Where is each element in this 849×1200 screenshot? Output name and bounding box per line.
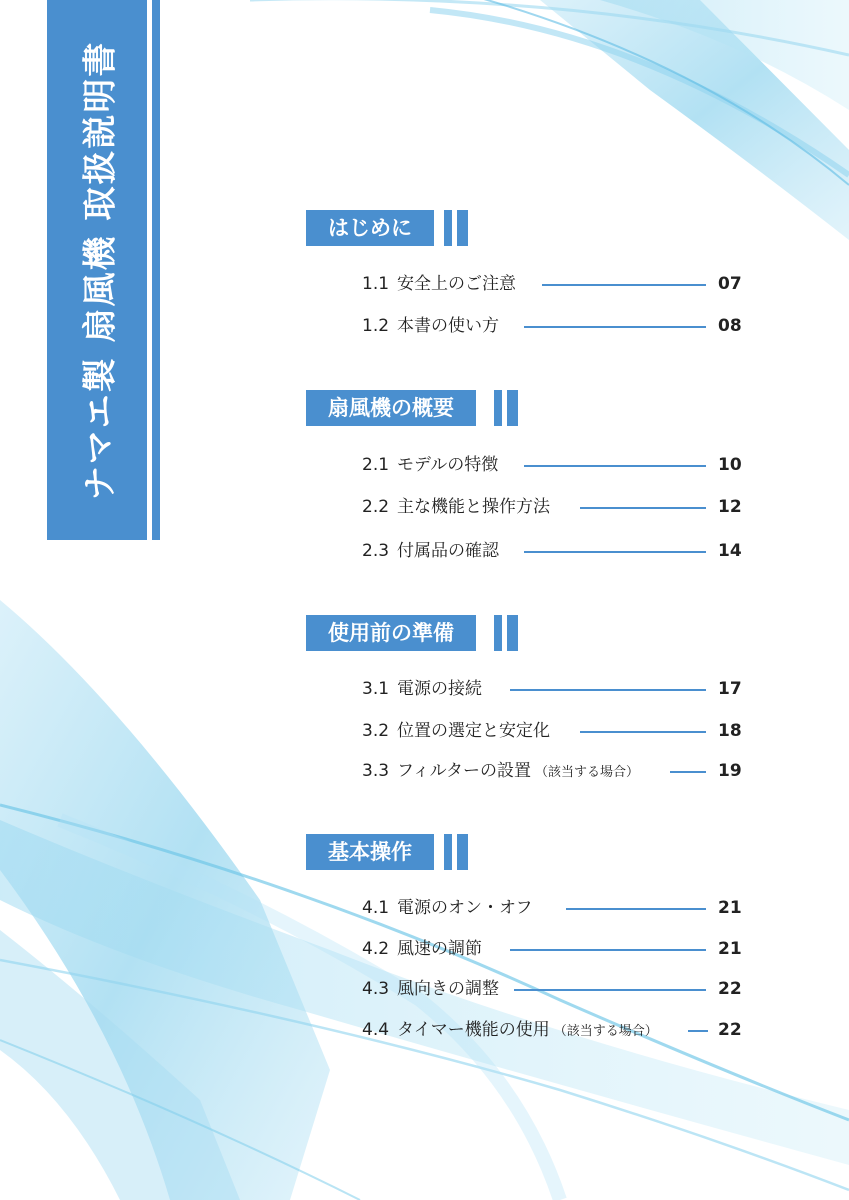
toc-label: 風速の調節 xyxy=(397,939,483,959)
toc-page-number: 12 xyxy=(718,497,742,517)
toc-page-number: 21 xyxy=(718,898,742,918)
toc-label: 風向きの調整 xyxy=(397,979,500,999)
toc-label: 主な機能と操作方法 xyxy=(397,497,551,517)
toc-leader-line xyxy=(510,949,706,951)
toc-leader-line xyxy=(580,731,706,733)
toc-page-number: 10 xyxy=(718,455,742,475)
toc-page-number: 18 xyxy=(718,721,742,741)
toc-number: 4.3 xyxy=(362,979,390,999)
toc-note: （該当する場合） xyxy=(553,1024,658,1039)
toc-label: フィルターの設置 xyxy=(397,761,532,781)
toc-number: 3.3 xyxy=(362,761,390,781)
toc-leader-line xyxy=(524,551,706,553)
toc-page-number: 22 xyxy=(718,1020,742,1040)
title-bar-stripe xyxy=(152,0,160,540)
section-heading: 使用前の準備 xyxy=(306,615,476,651)
toc-label: 電源のオン・オフ xyxy=(397,898,533,918)
toc-leader-line xyxy=(580,507,706,509)
toc-number: 3.2 xyxy=(362,721,390,741)
toc-leader-line xyxy=(524,465,706,467)
toc-number: 1.2 xyxy=(362,316,390,336)
toc-page-number: 19 xyxy=(718,761,742,781)
document-title-text: ナマエ製 扇風機 取扱説明書 xyxy=(80,40,121,500)
toc-label: 安全上のご注意 xyxy=(397,274,517,294)
toc-number: 4.2 xyxy=(362,939,390,959)
toc-label: 本書の使い方 xyxy=(397,316,500,336)
toc-number: 1.1 xyxy=(362,274,390,294)
document-title xyxy=(47,0,147,540)
toc-leader-line xyxy=(524,326,706,328)
toc-leader-line xyxy=(510,689,706,691)
toc-number: 2.3 xyxy=(362,541,390,561)
toc-label: 電源の接続 xyxy=(397,679,483,699)
toc-number: 4.1 xyxy=(362,898,390,918)
toc-note: （該当する場合） xyxy=(535,765,640,780)
section-heading: 扇風機の概要 xyxy=(306,390,476,426)
toc-label: モデルの特徴 xyxy=(397,455,499,475)
toc-label: 付属品の確認 xyxy=(397,541,500,561)
toc-leader-line xyxy=(688,1030,708,1032)
section-heading: はじめに xyxy=(306,210,434,246)
toc-leader-line xyxy=(566,908,706,910)
toc-page-number: 07 xyxy=(718,274,742,294)
toc-page-number: 21 xyxy=(718,939,742,959)
toc-leader-line xyxy=(670,771,706,773)
toc-label: 位置の選定と安定化 xyxy=(397,721,551,741)
toc-page-number: 22 xyxy=(718,979,742,999)
toc-leader-line xyxy=(514,989,706,991)
toc-number: 2.2 xyxy=(362,497,390,517)
toc-label: タイマー機能の使用 xyxy=(397,1020,550,1040)
section-heading: 基本操作 xyxy=(306,834,434,870)
toc-number: 4.4 xyxy=(362,1020,390,1040)
toc-page-number: 14 xyxy=(718,541,742,561)
toc-number: 3.1 xyxy=(362,679,390,699)
toc-page-number: 17 xyxy=(718,679,742,699)
toc-page-number: 08 xyxy=(718,316,742,336)
toc-leader-line xyxy=(542,284,706,286)
toc-number: 2.1 xyxy=(362,455,390,475)
